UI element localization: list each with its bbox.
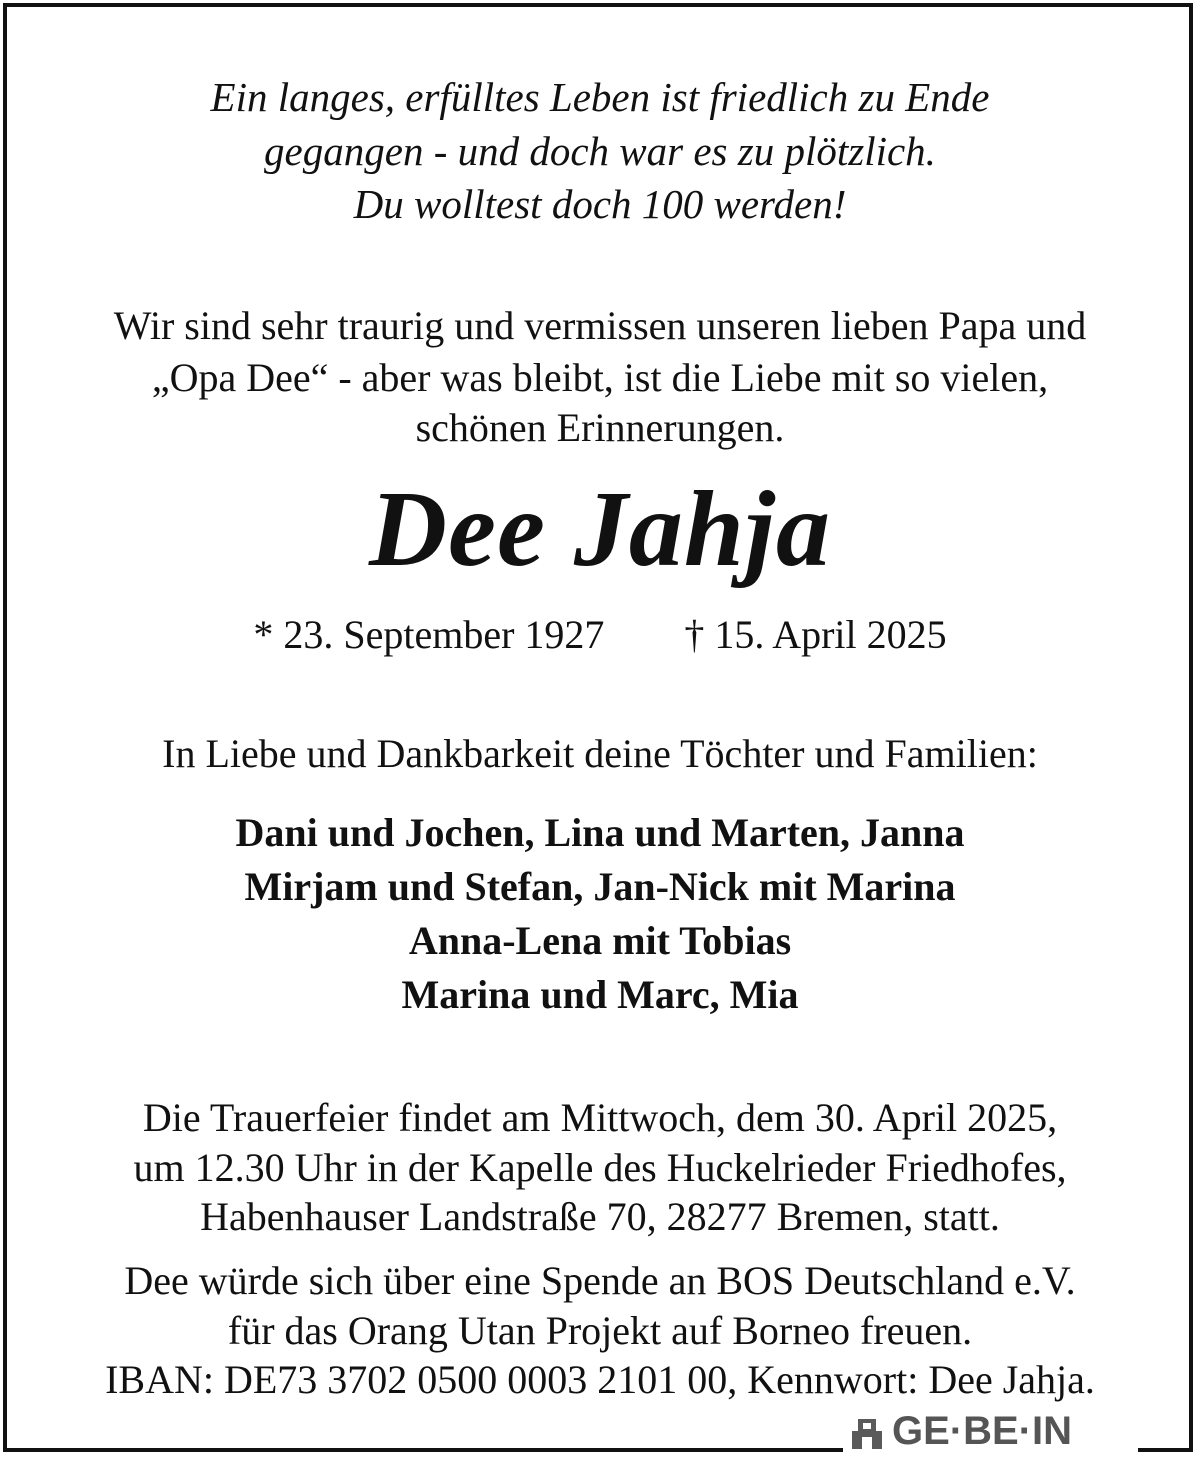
service-line: Die Trauerfeier findet am Mittwoch, dem 30. April 2025, [142, 1095, 1058, 1140]
mourners-line: Dani und Jochen, Lina und Marten, Janna [235, 810, 965, 855]
birth-date: * 23. September 1927 [253, 612, 605, 657]
service-line: Habenhauser Landstraße 70, 28277 Bremen, statt. [200, 1194, 1000, 1239]
bottom-rule-end [1138, 1448, 1193, 1452]
donation-line: IBAN: DE73 3702 0500 0003 2101 00, Kennwort: Dee Jahja. [105, 1357, 1095, 1402]
gebein-logo-text: GE·BE·IN [892, 1409, 1072, 1453]
donation-line: für das Orang Utan Projekt auf Borneo freuen. [227, 1308, 973, 1353]
death-date: † 15. April 2025 [684, 612, 947, 657]
intro-line: „Opa Dee“ - aber was bleibt, ist die Liebe mit so vielen, [151, 355, 1049, 400]
deceased-name: Dee Jahja [369, 470, 831, 589]
mourners-intro: In Liebe und Dankbarkeit deine Töchter und Familien: [162, 731, 1038, 776]
quote-line: Ein langes, erfülltes Leben ist friedlich zu Ende [210, 74, 990, 120]
quote-line: Du wolltest doch 100 werden! [353, 181, 847, 227]
intro-line: Wir sind sehr traurig und vermissen unseren lieben Papa und [113, 303, 1087, 348]
mourners-line: Anna-Lena mit Tobias [408, 918, 792, 963]
bottom-rule [3, 1448, 843, 1452]
gebein-logo [848, 1410, 1134, 1452]
service-line: um 12.30 Uhr in der Kapelle des Huckelrieder Friedhofes, [133, 1145, 1067, 1190]
donation-line: Dee würde sich über eine Spende an BOS Deutschland e.V. [124, 1258, 1076, 1303]
gebein-logo-icon [848, 1411, 886, 1451]
life-dates [0, 611, 1200, 658]
intro-line: schönen Erinnerungen. [415, 405, 785, 450]
mourners-line: Marina und Marc, Mia [401, 972, 799, 1017]
quote-line: gegangen - und doch war es zu plötzlich. [264, 128, 936, 174]
mourners-line: Mirjam und Stefan, Jan-Nick mit Marina [244, 864, 956, 909]
